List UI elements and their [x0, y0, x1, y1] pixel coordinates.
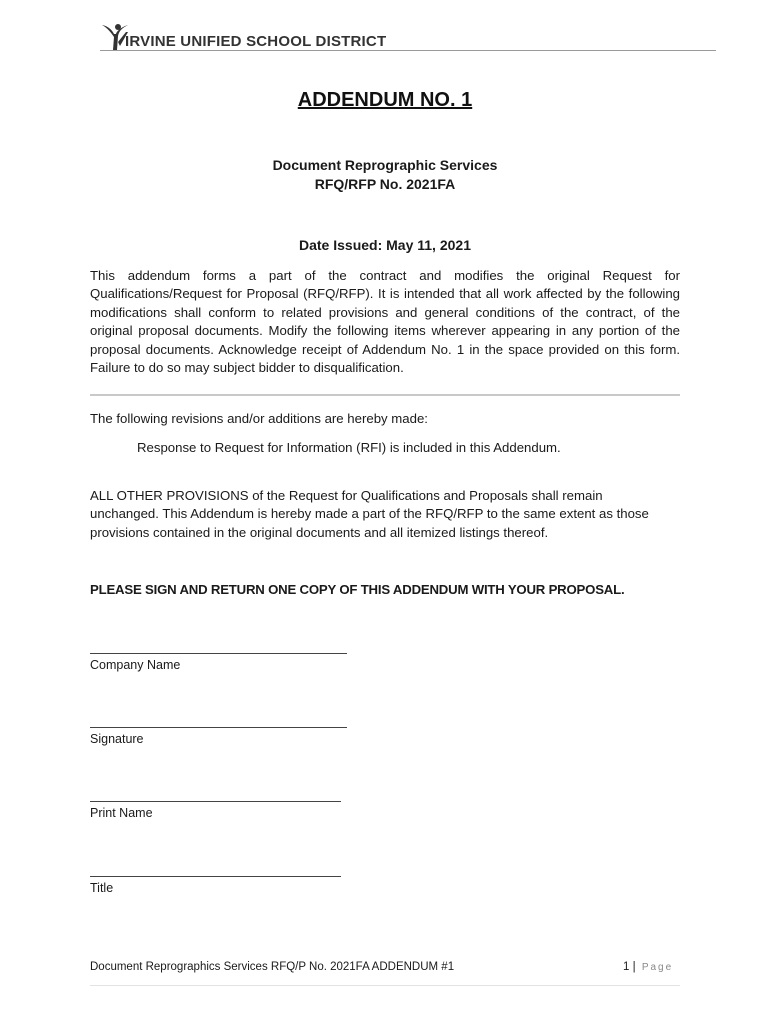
date-issued: Date Issued: May 11, 2021 — [299, 237, 471, 253]
page-word: Page — [641, 962, 674, 973]
sign-instruction: PLEASE SIGN AND RETURN ONE COPY OF THIS ADDENDUM WITH YOUR PROPOSAL. — [90, 582, 625, 597]
page-title: ADDENDUM NO. 1 — [297, 89, 473, 111]
footer-page-number — [623, 961, 673, 973]
revision-item: Response to Request for Information (RFI) is included in this Addendum. — [137, 440, 561, 455]
company-name-line[interactable] — [90, 653, 347, 654]
other-provisions-paragraph: ALL OTHER PROVISIONS of the Request for Qualifications and Proposals shall remain unchanged. This Addendum is hereby made a part of the RFQ/RFP to the same extent as those provisions contained in the original documents and all itemized listings thereof. — [90, 488, 649, 540]
page-number: 1 — [623, 961, 630, 973]
title-label: Title — [90, 881, 114, 895]
intro-paragraph: This addendum forms a part of the contract and modifies the original Request for Qualifications/Request for Proposal (RFQ/RFP). It is intended that all work affected by the following modifications shall conform to related provisions and general conditions of the contract, of the original proposal documents. Modify the following items wherever appearing in any portion of the proposal documents. Acknowledge receipt of Addendum No. 1 in the space provided on this form. Failure to do so may subject bidder to disqualification. — [90, 268, 680, 376]
rfp-number: RFQ/RFP No. 2021FA — [314, 176, 456, 192]
document-subtitle: Document Reprographic Services — [272, 157, 498, 173]
footer-document-reference: Document Reprographics Services RFQ/P No. 2021FA ADDENDUM #1 — [90, 961, 455, 973]
revisions-intro: The following revisions and/or additions are hereby made: — [90, 411, 428, 426]
print-name-label: Print Name — [90, 806, 153, 820]
title-line[interactable] — [90, 876, 341, 877]
page-separator: | — [632, 961, 636, 973]
footer-divider — [90, 985, 680, 986]
district-name: IRVINE UNIFIED SCHOOL DISTRICT — [125, 33, 387, 50]
signature-label: Signature — [90, 732, 144, 746]
header-divider — [100, 50, 716, 51]
print-name-line[interactable] — [90, 801, 341, 802]
signature-line[interactable] — [90, 727, 347, 728]
section-divider — [90, 394, 680, 396]
company-name-label: Company Name — [90, 658, 181, 672]
